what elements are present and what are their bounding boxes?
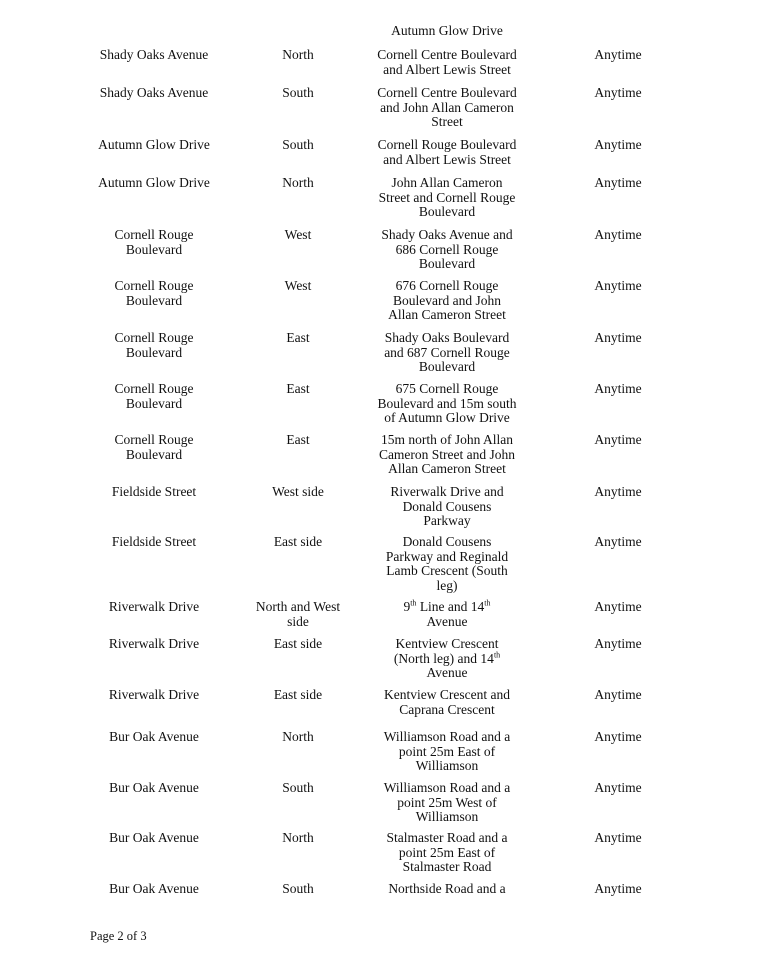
street-cell: Riverwalk Drive xyxy=(108,636,200,651)
street-cell: Shady Oaks Avenue xyxy=(99,47,209,62)
between-cell: Northside Road and a xyxy=(388,881,506,896)
side-cell: East xyxy=(286,330,310,345)
street-cell: Bur Oak Avenue xyxy=(109,830,199,845)
street-cell: Cornell Rouge Boulevard xyxy=(114,227,194,257)
continued-between-text: Autumn Glow Drive xyxy=(391,23,503,38)
time-cell: Anytime xyxy=(594,381,642,396)
between-cell: Shady Oaks Avenue and 686 Cornell Rouge Boulevard xyxy=(381,227,513,271)
street-cell: Autumn Glow Drive xyxy=(98,175,210,190)
side-cell: North xyxy=(282,47,314,62)
time-cell: Anytime xyxy=(594,137,642,152)
between-cell: 9th Line and 14th Avenue xyxy=(403,598,491,629)
between-cell: Donald Cousens Parkway and Reginald Lamb Crescent (South leg) xyxy=(385,534,509,593)
time-cell: Anytime xyxy=(594,534,642,549)
between-cell: Williamson Road and a point 25m West of Williamson xyxy=(383,780,511,824)
street-cell: Riverwalk Drive xyxy=(108,599,200,614)
street-cell: Cornell Rouge Boulevard xyxy=(114,381,194,411)
side-cell: North xyxy=(282,830,314,845)
side-cell: South xyxy=(282,881,314,896)
time-cell: Anytime xyxy=(594,330,642,345)
between-cell: 675 Cornell Rouge Boulevard and 15m south of Autumn Glow Drive xyxy=(377,381,517,425)
street-cell: Bur Oak Avenue xyxy=(109,881,199,896)
street-cell: Cornell Rouge Boulevard xyxy=(114,330,194,360)
between-cell: Kentview Crescent and Caprana Crescent xyxy=(384,687,510,717)
time-cell: Anytime xyxy=(594,47,642,62)
side-cell: East xyxy=(286,381,310,396)
street-cell: Shady Oaks Avenue xyxy=(99,85,209,100)
side-cell: East xyxy=(286,432,310,447)
street-cell: Autumn Glow Drive xyxy=(98,137,210,152)
street-cell: Cornell Rouge Boulevard xyxy=(114,432,194,462)
time-cell: Anytime xyxy=(594,278,642,293)
between-cell: Williamson Road and a point 25m East of Williamson xyxy=(383,729,511,773)
time-cell: Anytime xyxy=(594,432,642,447)
side-cell: East side xyxy=(273,687,323,702)
side-cell: West xyxy=(284,227,312,242)
side-cell: West xyxy=(284,278,312,293)
side-cell: North and West side xyxy=(255,599,341,629)
between-cell: Shady Oaks Boulevard and 687 Cornell Rouge Boulevard xyxy=(384,330,510,374)
side-cell: East side xyxy=(273,534,323,549)
between-cell: Cornell Rouge Boulevard and Albert Lewis Street xyxy=(377,137,517,167)
street-cell: Riverwalk Drive xyxy=(108,687,200,702)
side-cell: West side xyxy=(272,484,324,499)
time-cell: Anytime xyxy=(594,85,642,100)
side-cell: South xyxy=(282,137,314,152)
side-cell: South xyxy=(282,780,314,795)
between-cell: Kentview Crescent (North leg) and 14th Avenue xyxy=(393,636,501,680)
time-cell: Anytime xyxy=(594,484,642,499)
side-cell: North xyxy=(282,175,314,190)
time-cell: Anytime xyxy=(594,227,642,242)
between-cell: Cornell Centre Boulevard and John Allan Cameron Street xyxy=(377,85,517,129)
street-cell: Bur Oak Avenue xyxy=(109,729,199,744)
time-cell: Anytime xyxy=(594,780,642,795)
time-cell: Anytime xyxy=(594,687,642,702)
time-cell: Anytime xyxy=(594,175,642,190)
street-cell: Fieldside Street xyxy=(111,534,197,549)
between-cell: Riverwalk Drive and Donald Cousens Parkway xyxy=(390,484,504,528)
page-number: Page 2 of 3 xyxy=(90,929,147,943)
time-cell: Anytime xyxy=(594,881,642,896)
street-cell: Bur Oak Avenue xyxy=(109,780,199,795)
side-cell: North xyxy=(282,729,314,744)
between-cell: 15m north of John Allan Cameron Street and John Allan Cameron Street xyxy=(378,432,516,476)
between-cell: John Allan Cameron Street and Cornell Rouge Boulevard xyxy=(378,175,516,219)
time-cell: Anytime xyxy=(594,636,642,651)
side-cell: South xyxy=(282,85,314,100)
between-cell: Cornell Centre Boulevard and Albert Lewis Street xyxy=(377,47,517,77)
street-cell: Fieldside Street xyxy=(111,484,197,499)
between-cell: 676 Cornell Rouge Boulevard and John Allan Cameron Street xyxy=(388,278,506,322)
time-cell: Anytime xyxy=(594,830,642,845)
time-cell: Anytime xyxy=(594,729,642,744)
between-cell: Stalmaster Road and a point 25m East of Stalmaster Road xyxy=(386,830,508,874)
time-cell: Anytime xyxy=(594,599,642,614)
street-cell: Cornell Rouge Boulevard xyxy=(114,278,194,308)
side-cell: East side xyxy=(273,636,323,651)
